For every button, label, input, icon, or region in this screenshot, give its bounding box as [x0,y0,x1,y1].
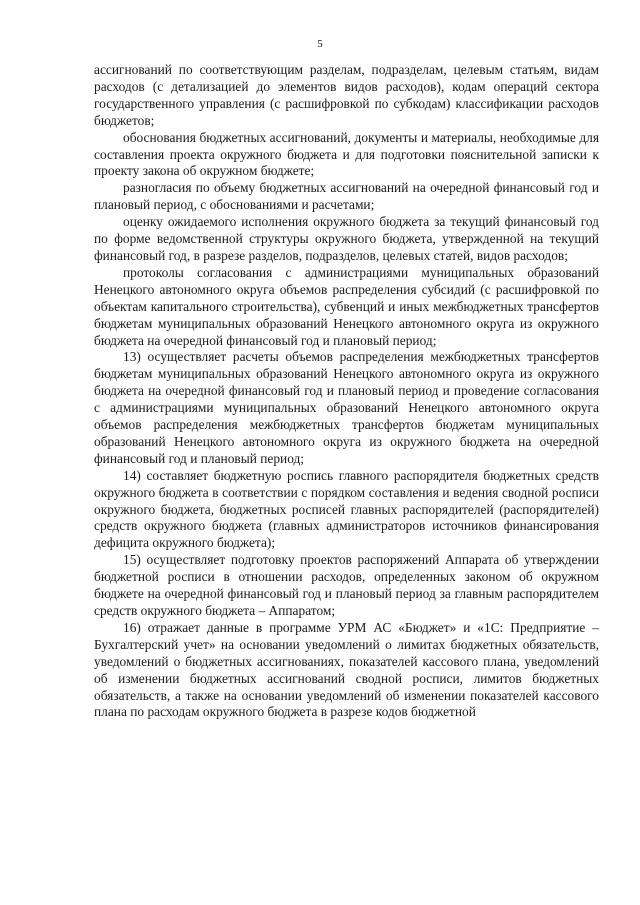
page-number: 5 [317,38,323,50]
paragraph: обоснования бюджетных ассигнований, документы и материалы, необходимые для составления проекта окружного бюджета и для подготовки пояснительной записки к проекту закона об окружном бюджете; [94,129,599,179]
paragraph: протоколы согласования с администрациями муниципальных образований Ненецкого автономного округа объемов распределения субсидий (с расшифровкой по объектам капитального строительства), субвенций и иных межбюджетных трансфертов бюджетам муниципальных образований Ненецкого автономного округа из окружного бюджета на очередной финансовый год и плановый период; [94,264,599,348]
paragraph-item-14: 14) составляет бюджетную роспись главного распорядителя бюджетных средств окружного бюджета в соответствии с порядком составления и ведения сводной росписи окружного бюджета, бюджетных росписей главных распорядителей (распорядителей) средств окружного бюджета (главных администраторов источников финансирования дефицита окружного бюджета); [94,467,599,551]
paragraph: разногласия по объему бюджетных ассигнований на очередной финансовый год и плановый период, с обоснованиями и расчетами; [94,180,599,213]
paragraph-item-16: 16) отражает данные в программе УРМ АС «Бюджет» и «1С: Предприятие – Бухгалтерский учет» на основании уведомлений о лимитах бюджетных обязательств, уведомлений о бюджетных ассигнованиях, показателей кассового плана, уведомлений об изменении бюджетных ассигнований сводной росписи, лимитов бюджетных обязательств, а также на основании уведомлений об изменении показателей кассового плана по расходам окружного бюджета в разрезе кодов бюджетной [94,619,599,720]
paragraph: оценку ожидаемого исполнения окружного бюджета за текущий финансовый год по форме ведомственной структуры окружного бюджета, утвержденной на текущий финансовый год, в разрезе разделов, подразделов, целевых статей, видов расходов; [94,214,599,263]
paragraph-item-13: 13) осуществляет расчеты объемов распределения межбюджетных трансфертов бюджетам муниципальных образований Ненецкого автономного округа из окружного бюджета на очередной финансовый год и плановый период и проведение согласования с администрациями муниципальных образований Ненецкого автономного округа объемов распределения межбюджетных трансфертов бюджетам муниципальных образований Ненецкого автономного округа из окружного бюджета на очередной финансовый год и плановый период; [94,349,599,466]
document-body [94,62,599,721]
paragraph: ассигнований по соответствующим разделам, подразделам, целевым статьям, видам расходов (с детализацией до элементов видов расходов), кодам операций сектора государственного управления (с расшифровкой по субкодам) классификации расходов бюджетов; [94,62,599,128]
paragraph-item-15: 15) осуществляет подготовку проектов распоряжений Аппарата об утверждении бюджетной росписи в отношении расходов, определенных законом об окружном бюджете на очередной финансовый год и плановый период за главным распорядителем средств окружного бюджета – Аппаратом; [94,552,599,618]
